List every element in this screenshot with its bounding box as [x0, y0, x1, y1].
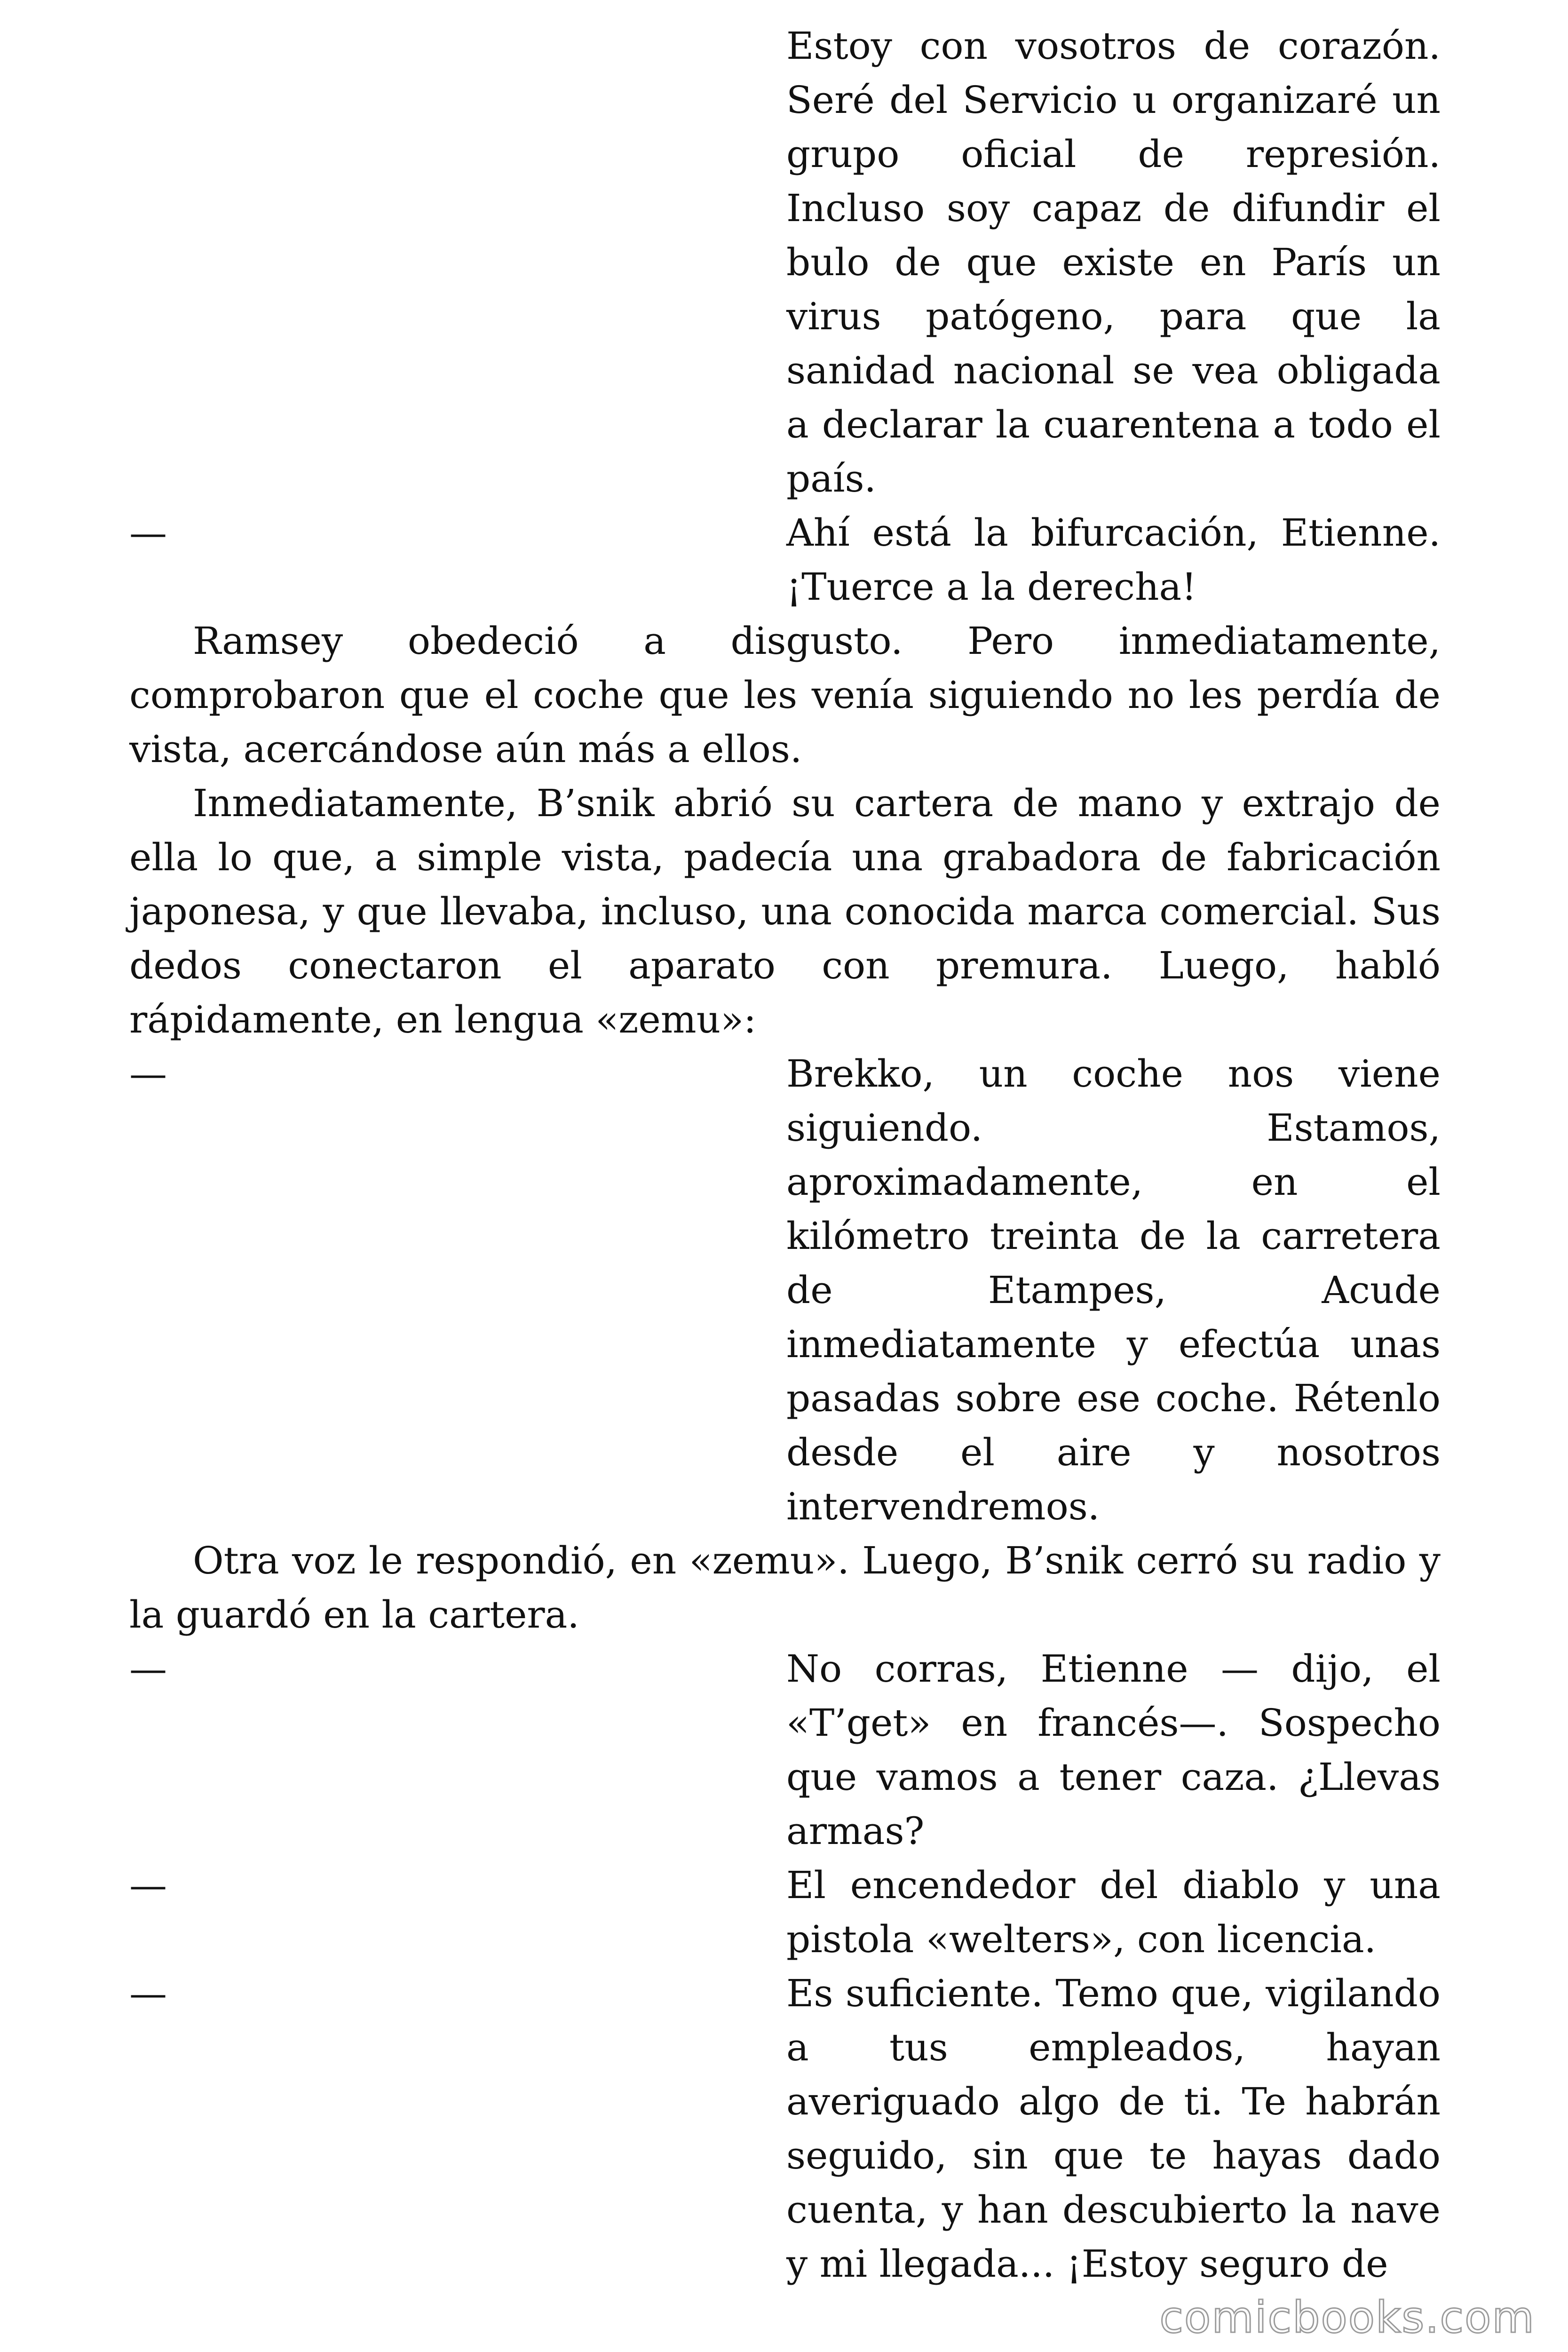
dialogue-text: Estoy con vosotros de corazón. Seré del Servicio u organizaré un grupo oficial de represión. Incluso soy capaz de difundir el bulo de que existe en París un virus patógeno, para que la sanidad nacional se vea obligada a declarar la cuarentena a todo el país.: [786, 24, 1441, 501]
dialogue-line: [129, 19, 1441, 506]
dialogue-dash: —: [129, 1647, 167, 1691]
dialogue-dash: —: [129, 1052, 167, 1096]
dialogue-text: Brekko, un coche nos viene siguiendo. Estamos, aproximadamente, en el kilómetro treinta de la carretera de Etampes, Acude inmediatamente y efectúa unas pasadas sobre ese coche. Rétenlo desde el aire y nosotros intervendremos.: [786, 1052, 1441, 1528]
dialogue-dash: —: [129, 1971, 167, 2015]
dialogue-dash: —: [129, 511, 167, 555]
watermark: comicbooks.com: [1159, 2292, 1535, 2343]
dialogue-line: [129, 1966, 1441, 2291]
dialogue-line: [129, 1047, 1441, 1534]
dialogue-dash: —: [129, 1863, 167, 1907]
page-text: [129, 19, 1441, 2291]
dialogue-line: [129, 1858, 1441, 1966]
dialogue-text: Ahí está la bifurcación, Etienne. ¡Tuerce a la derecha!: [786, 511, 1441, 609]
dialogue-text: Es suficiente. Temo que, vigilando a tus empleados, hayan averiguado algo de ti. Te habrán seguido, sin que te hayas dado cuenta, y han descubierto la nave y mi llegada... ¡Estoy seguro de: [786, 1971, 1441, 2286]
narrative-paragraph: Otra voz le respondió, en «zemu». Luego, B’snik cerró su radio y la guardó en la cartera.: [129, 1539, 1441, 1637]
dialogue-text: El encendedor del diablo y una pistola «welters», con licencia.: [786, 1863, 1441, 1961]
narrative-paragraph: Ramsey obedeció a disgusto. Pero inmediatamente, comprobaron que el coche que les venía siguiendo no les perdía de vista, acercándose aún más a ellos.: [129, 619, 1441, 771]
dialogue-line: [129, 506, 1441, 614]
dialogue-line: [129, 1642, 1441, 1858]
narrative-paragraph: Inmediatamente, B’snik abrió su cartera de mano y extrajo de ella lo que, a simple vista, padecía una grabadora de fabricación japonesa, y que llevaba, incluso, una conocida marca comercial. Sus dedos conectaron el aparato con premura. Luego, habló rápidamente, en lengua «zemu»:: [129, 781, 1441, 1041]
dialogue-text: No corras, Etienne — dijo, el «T’get» en francés—. Sospecho que vamos a tener caza. ¿Llevas armas?: [786, 1647, 1441, 1853]
